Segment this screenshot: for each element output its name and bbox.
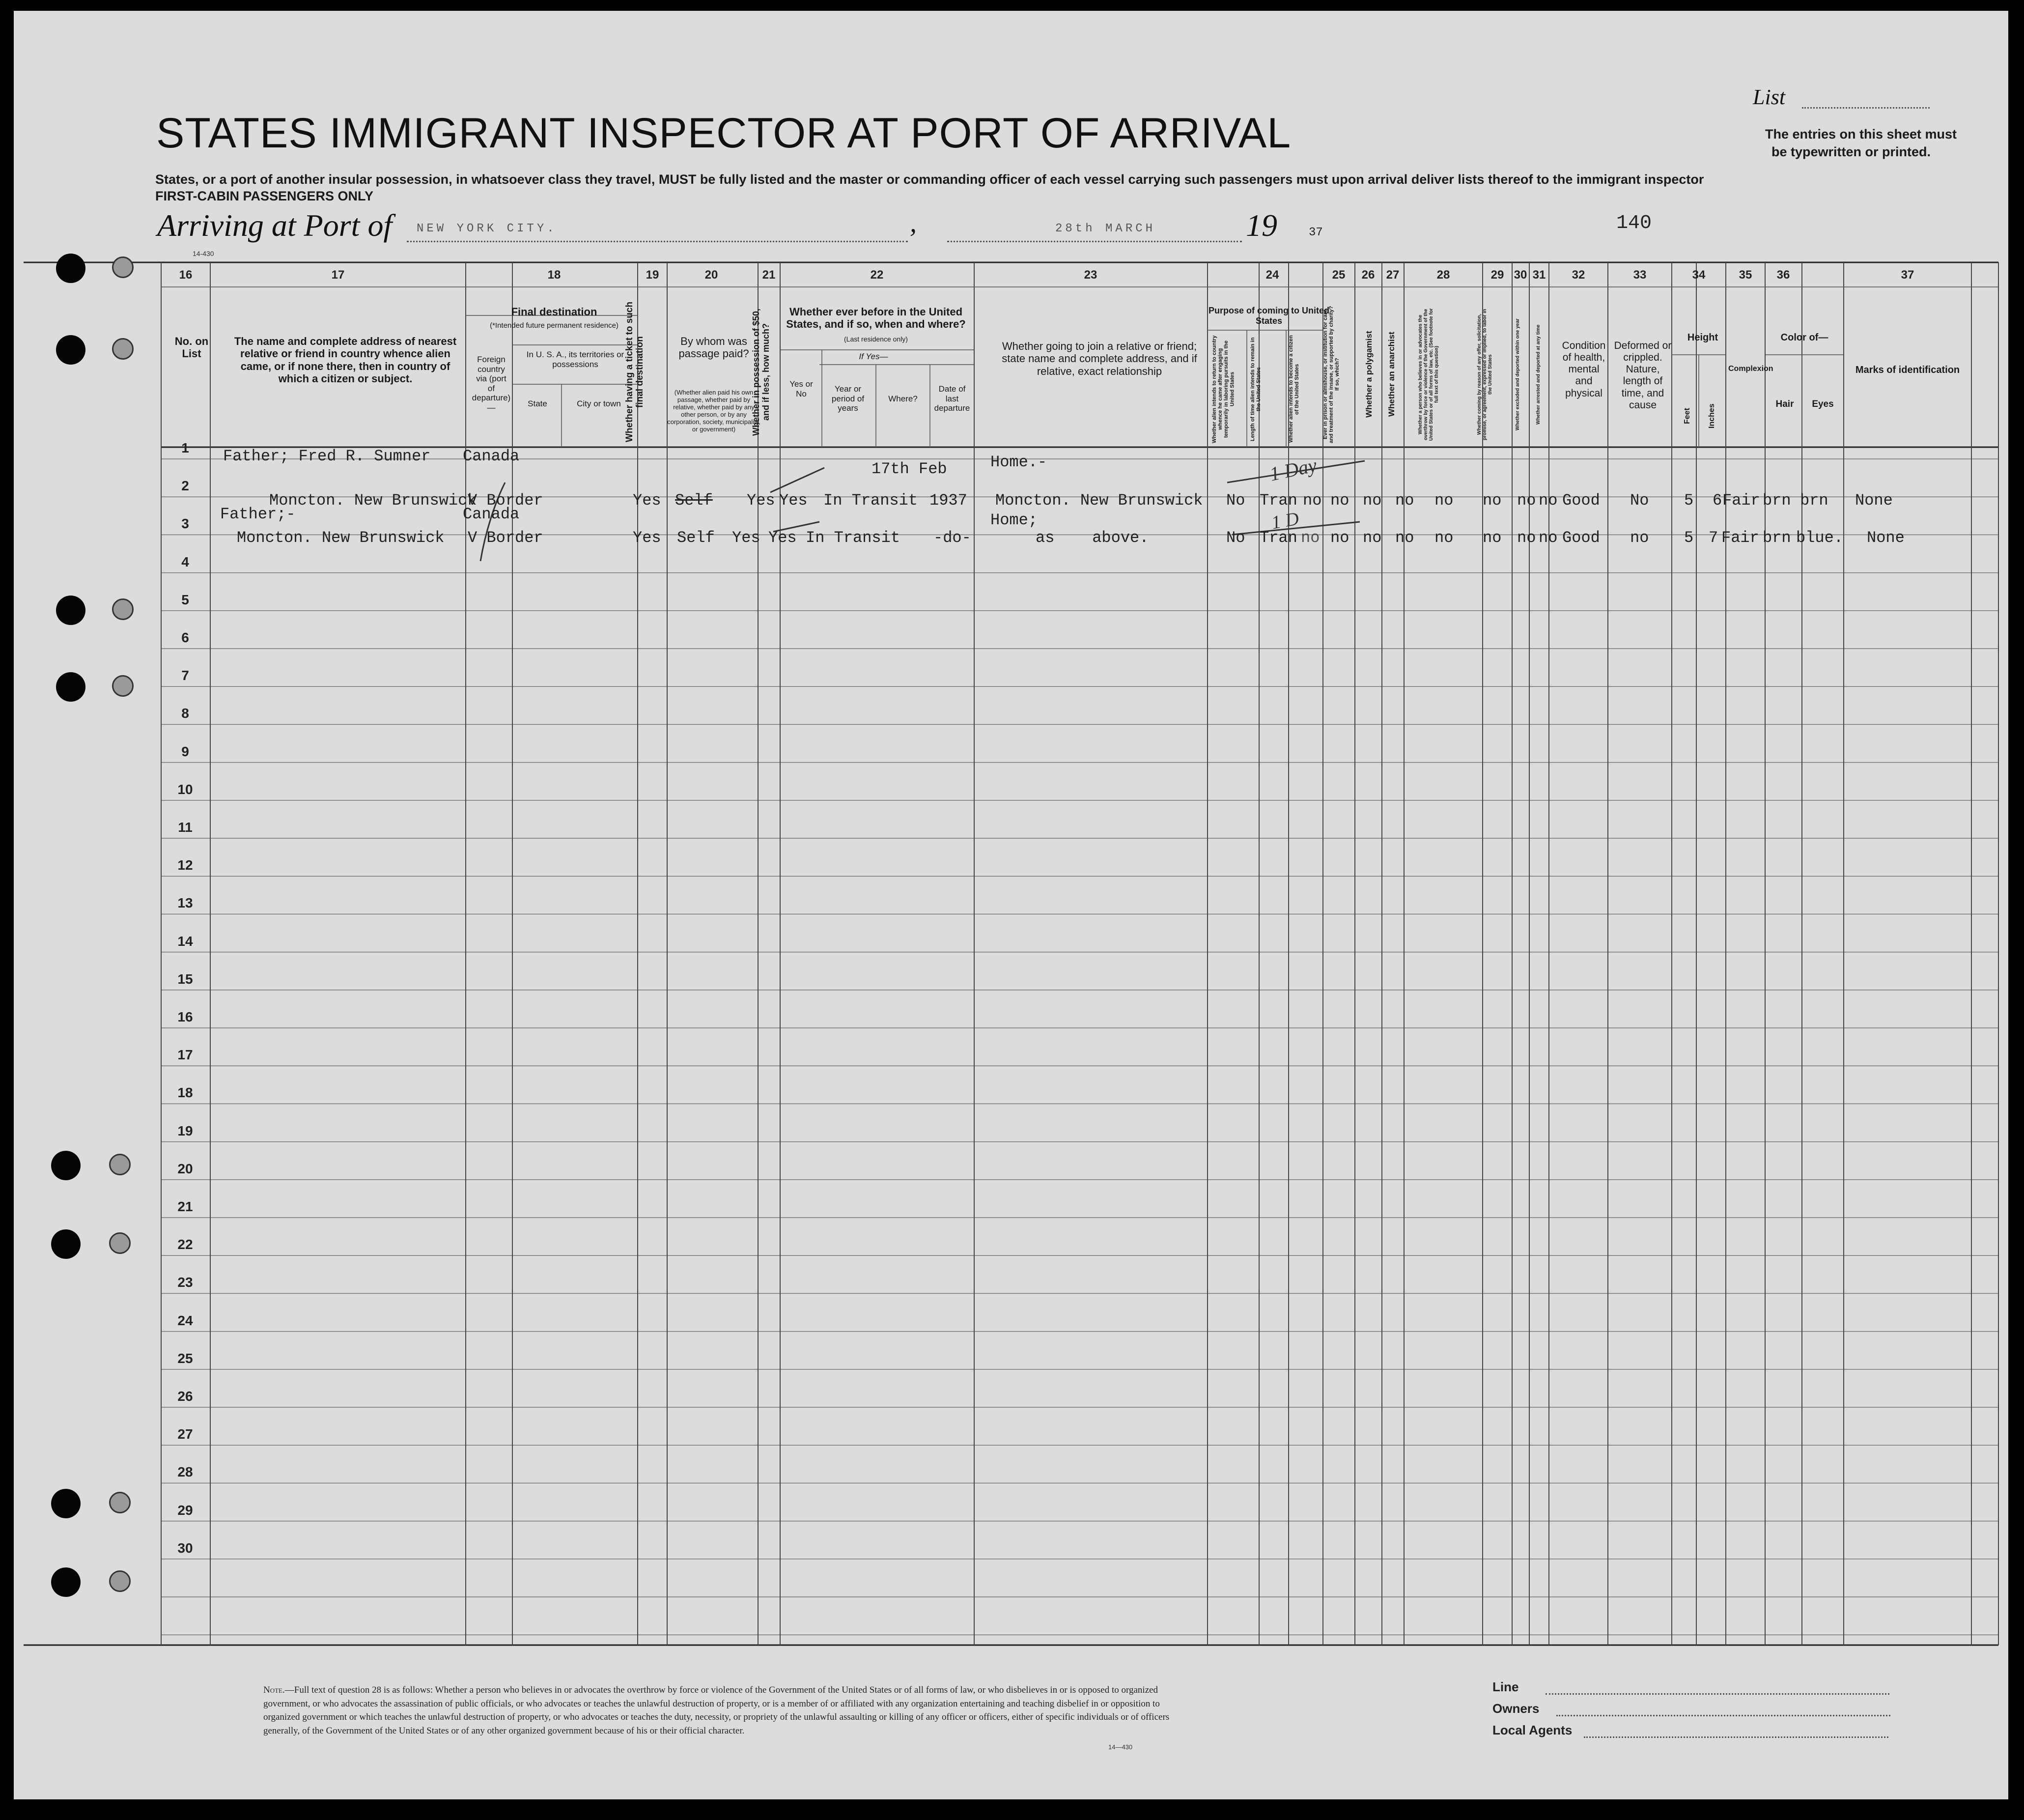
header-34-feet: Feet [1683, 408, 1691, 425]
column-number-33: 33 [1633, 268, 1647, 282]
column-number-26: 26 [1361, 268, 1375, 282]
row-number-1: 1 [181, 440, 189, 455]
row2-date: -do- [933, 529, 971, 547]
column-number-32: 32 [1572, 268, 1585, 282]
row-number-24: 24 [177, 1312, 193, 1328]
footnote-label: Note. [263, 1685, 285, 1695]
list-label: List [1753, 85, 1786, 109]
header-35: Complexion [1728, 365, 1773, 373]
header-23: Whether going to join a relative or friend; state name and complete address, and if relative, exact relationship [1002, 340, 1197, 377]
column-number-24: 24 [1265, 268, 1279, 282]
row2-citizen: no [1301, 529, 1320, 547]
header-29: Whether coming by reason of any offer, solicitation, promise, or agreement, expressed or implied, to labor in the United States [1477, 309, 1493, 440]
row2-inches: 7 [1709, 529, 1718, 547]
header-22-yesno: Yes or No [789, 379, 813, 398]
row2-feet: 5 [1684, 529, 1694, 547]
sheet-number: 140 [1616, 212, 1652, 234]
column-number-16: 16 [179, 268, 193, 282]
row1-offer: no [1483, 491, 1502, 510]
header-22-date: Date of last departure [934, 384, 970, 413]
row2-deformed: no [1630, 529, 1649, 547]
header-22: Whether ever before in the United States, and if so, when and where? [786, 306, 966, 331]
header-18-sub: (*Intended future permanent residence) [490, 321, 618, 330]
row-number-20: 20 [177, 1161, 193, 1176]
row1-hair: brn [1763, 491, 1791, 510]
row1-fifty: Yes [747, 491, 775, 510]
header-18-foreign: Foreign country via (port of departure)— [472, 355, 511, 412]
row-number-14: 14 [177, 933, 193, 949]
row2-marks: None [1867, 529, 1905, 547]
row1-join-line2: Moncton. New Brunswick [995, 491, 1203, 510]
row1-where: In Transit [823, 491, 918, 510]
row2-polygamist: no [1363, 529, 1382, 547]
header-31: Whether arrested and deported at any time [1536, 324, 1541, 425]
header-36-hair: Hair [1775, 399, 1794, 409]
binder-hole [56, 596, 85, 625]
year-prefix: 19 [1246, 208, 1277, 243]
row2-paid-by: Self [677, 529, 715, 547]
row1-feet: 5 [1684, 491, 1694, 510]
row2-where: In Transit [806, 529, 900, 547]
header-27: Whether an anarchist [1387, 332, 1396, 417]
binder-ring [112, 675, 134, 697]
row-number-6: 6 [181, 630, 189, 645]
header-33: Deformed or crippled. Nature, length of time, and cause [1614, 340, 1672, 411]
column-number-31: 31 [1532, 268, 1546, 282]
header-18-state: State [528, 399, 547, 408]
column-number-36: 36 [1776, 268, 1790, 282]
header-21: Whether in possession of $50, and if less, how much? [751, 308, 771, 436]
column-number-22: 22 [870, 268, 884, 282]
binder-hole [56, 254, 85, 283]
header-18-city: City or town [577, 399, 621, 408]
row1-inches: 6 [1713, 491, 1722, 510]
row1-excluded: no [1517, 491, 1536, 510]
row1-via: V Border [468, 491, 543, 510]
header-24: Purpose of coming to United States [1209, 306, 1329, 326]
typewritten-note-2: be typewritten or printed. [1771, 144, 1931, 159]
footnote [263, 1683, 1197, 1737]
agents-field [1584, 1736, 1888, 1738]
row2-excluded: no [1517, 529, 1536, 547]
row-number-17: 17 [177, 1047, 193, 1063]
row2-before: Yes [768, 529, 797, 547]
row1-ticket: Yes [633, 491, 661, 510]
header-25: Ever in prison or almshouse, or institution for care and treatment of the insane, or supported by charity? If so, which? [1322, 306, 1341, 443]
column-number-29: 29 [1490, 268, 1504, 282]
row2-eyes: blue. [1796, 529, 1844, 547]
header-24-return: Whether alien intends to return to country whence he came after engaging temporarily in laboring pursuits in the United States [1211, 335, 1236, 443]
form-title: STATES IMMIGRANT INSPECTOR AT PORT OF ARRIVAL [156, 110, 1292, 157]
binder-ring [109, 1570, 131, 1592]
footnote-text: —Full text of question 28 is as follows: Whether a person who believes in or advocates the overthrow by force or violence of the Government of the United States or of all forms of law, or who disbelieves in or is opposed to organized government, or who advocates the assassination of public officials, or who advocates or teaches the unlawful destruction of property, or is a member of or affiliated with any organization entertaining and teaching disbelief in or opposition to organized government or which teaches the unlawful destruction of property, or who advocates or teaches the duty, necessity, or propriety of the unlawful assaulting or killing of any officer or officers, either of specific individuals or of officers generally, of the Government of the United States or of any other organized government because of his or their official character. [263, 1685, 1170, 1736]
owners-field [1556, 1715, 1890, 1716]
binder-hole [51, 1489, 81, 1518]
header-19: Whether having a ticket to such final destination [624, 301, 645, 443]
row2-relative-line2: Moncton. New Brunswick [237, 529, 445, 547]
row1-deformed: No [1630, 491, 1649, 510]
row1-prison: no [1330, 491, 1349, 510]
row1-relative-line1: Father; Fred R. Sumner [223, 447, 431, 465]
row1-health: Good [1562, 491, 1600, 510]
form-number-top: 14-430 [193, 250, 214, 257]
row2-arrested: no [1539, 529, 1558, 547]
header-16: No. on List [174, 335, 209, 360]
binder-ring [109, 1232, 131, 1254]
row2-relative-line1: Father;- [220, 505, 296, 523]
row-number-4: 4 [181, 554, 189, 569]
line-label: Line [1492, 1679, 1519, 1694]
column-number-34: 34 [1692, 268, 1706, 282]
header-22-ifyes: If Yes— [859, 352, 888, 361]
binder-hole [51, 1151, 81, 1180]
port-value: NEW YORK CITY. [417, 222, 557, 235]
row1-length: Tran [1260, 491, 1297, 510]
date-value: 28th MARCH [1055, 222, 1156, 235]
header-28: Whether a person who believes in or advocates the overthrow by force or violence of the Government of the United States or of all forms of law, etc. (See footnote for full text of this question) [1418, 308, 1439, 441]
column-number-20: 20 [704, 268, 718, 282]
header-34: Height [1687, 332, 1718, 343]
row1-eyes: brn [1800, 491, 1828, 510]
header-20: By whom was passage paid? [678, 335, 749, 360]
header-34-inches: Inches [1708, 403, 1716, 429]
row2-foreign-country: Canada [463, 505, 520, 523]
row-number-29: 29 [177, 1502, 193, 1518]
row1-paid-by: Self [675, 491, 713, 510]
row2-join-line2: as above. [1036, 529, 1149, 547]
column-number-28: 28 [1436, 268, 1450, 282]
header-37: Marks of identification [1855, 365, 1960, 375]
column-number-17: 17 [331, 268, 345, 282]
row-number-2: 2 [181, 478, 189, 494]
comma-mark: , [910, 208, 917, 238]
row1-foreign-country: Canada [463, 447, 520, 465]
column-number-21: 21 [762, 268, 776, 282]
row-number-25: 25 [177, 1350, 193, 1366]
header-18: Final destination [511, 306, 597, 318]
header-36: Color of— [1780, 332, 1828, 343]
column-number-30: 30 [1514, 268, 1527, 282]
year-suffix: 37 [1309, 226, 1323, 239]
row1-arrested: no [1539, 491, 1558, 510]
row1-date-line1: 17th Feb [871, 460, 947, 478]
row2-fifty: Yes [732, 529, 760, 547]
header-36-eyes: Eyes [1812, 399, 1834, 409]
row-number-3: 3 [181, 516, 189, 532]
row1-q28: no [1434, 491, 1454, 510]
row-number-26: 26 [177, 1389, 193, 1404]
row1-length-handwritten: 1 Day [1267, 454, 1319, 485]
row-number-5: 5 [181, 592, 189, 607]
row2-anarchist: no [1395, 529, 1414, 547]
row-number-11: 11 [178, 820, 193, 835]
row-number-15: 15 [177, 971, 193, 987]
header-26: Whether a polygamist [1364, 331, 1374, 418]
row2-prison: no [1330, 529, 1349, 547]
row1-citizen: no [1303, 491, 1322, 510]
row-number-12: 12 [177, 857, 193, 873]
row2-hair: brn [1763, 529, 1791, 547]
row2-join-line1: Home; [990, 511, 1038, 529]
row-number-22: 22 [177, 1237, 193, 1252]
arriving-label: Arriving at Port of [157, 208, 393, 243]
form-number-bottom: 14—430 [1108, 1743, 1133, 1751]
row1-polygamist: no [1363, 491, 1382, 510]
check-mark [770, 468, 824, 492]
column-number-19: 19 [646, 268, 659, 282]
row-number-18: 18 [177, 1085, 193, 1101]
column-number-27: 27 [1386, 268, 1400, 282]
column-number-25: 25 [1332, 268, 1346, 282]
row2-return: No [1226, 529, 1245, 547]
row2-length-handwritten: 1 D [1269, 508, 1301, 534]
row2-health: Good [1562, 529, 1600, 547]
header-18-usa: In U. S. A., its territories or possessions [526, 350, 624, 369]
binder-ring [112, 338, 134, 360]
row-number-7: 7 [181, 668, 189, 683]
row-number-13: 13 [177, 895, 193, 911]
column-number-23: 23 [1084, 268, 1097, 282]
port-line [407, 241, 908, 242]
row-number-23: 23 [177, 1275, 193, 1290]
binder-ring [112, 598, 134, 620]
row-number-16: 16 [177, 1009, 193, 1024]
header-30: Whether excluded and deported within one year [1515, 318, 1520, 430]
owners-label: Owners [1492, 1701, 1540, 1716]
row2-ticket: Yes [633, 529, 661, 547]
list-number-line [1802, 107, 1930, 109]
binder-hole [51, 1229, 81, 1259]
header-20-sub: (Whether alien paid his own passage, whether paid by relative, whether paid by any other person, or by any corporation, society, municipality, or government) [667, 389, 760, 433]
header-24-citizen: Whether alien intends to become a citizen of the United States [1288, 335, 1300, 443]
row-number-19: 19 [177, 1123, 193, 1138]
row-number-27: 27 [177, 1426, 193, 1442]
header-24-length: Length of time alien intends to remain in the United States [1250, 337, 1262, 441]
row1-join-line1: Home.- [990, 453, 1047, 471]
row1-before: Yes [779, 491, 808, 510]
binder-ring [109, 1492, 131, 1513]
date-line [947, 241, 1242, 242]
instruction-line-1: States, or a port of another insular possession, in whatsoever class they travel, MUST be fully listed and the master or commanding officer of each vessel carrying such passengers must upon arrival deliver lists thereof to the immigrant inspector [155, 172, 1704, 187]
row1-date-line2: 1937 [929, 491, 967, 510]
column-number-37: 37 [1901, 268, 1914, 282]
header-17: The name and complete address of nearest relative or friend in country whence alien came, or if none there, then in country of which a citizen or subject. [234, 335, 457, 385]
header-22-year: Year or period of years [831, 384, 865, 413]
row1-complexion: Fair [1722, 491, 1760, 510]
binder-hole [56, 672, 85, 702]
instruction-line-2: FIRST-CABIN PASSENGERS ONLY [155, 189, 374, 203]
column-number-35: 35 [1739, 268, 1752, 282]
row-number-21: 21 [177, 1199, 193, 1214]
row2-via: V Border [468, 529, 543, 547]
binder-hole [56, 335, 85, 365]
manifest-sheet [14, 11, 2008, 1799]
row1-anarchist: no [1395, 491, 1414, 510]
binder-ring [112, 256, 134, 278]
row2-complexion: Fair [1721, 529, 1759, 547]
line-field [1546, 1693, 1889, 1695]
binder-hole [51, 1567, 81, 1597]
row1-return: No [1226, 491, 1245, 510]
binder-ring [109, 1154, 131, 1175]
agents-label: Local Agents [1492, 1723, 1573, 1737]
row2-length: Tran [1260, 529, 1297, 547]
row-number-10: 10 [177, 781, 193, 797]
row-number-8: 8 [181, 706, 189, 721]
header-32: Condition of health, mental and physical [1562, 340, 1606, 399]
typewritten-note-1: The entries on this sheet must [1765, 127, 1957, 142]
column-number-18: 18 [547, 268, 561, 282]
row1-relative-line2: Moncton. New Brunswick [269, 491, 477, 510]
header-22-where: Where? [888, 394, 918, 403]
header-22-sub: (Last residence only) [844, 335, 908, 343]
row1-marks: None [1855, 491, 1893, 510]
row-number-28: 28 [177, 1464, 193, 1480]
row2-q28: no [1434, 529, 1454, 547]
row2-offer: no [1483, 529, 1502, 547]
row-number-9: 9 [181, 743, 189, 759]
row-number-30: 30 [177, 1540, 193, 1556]
